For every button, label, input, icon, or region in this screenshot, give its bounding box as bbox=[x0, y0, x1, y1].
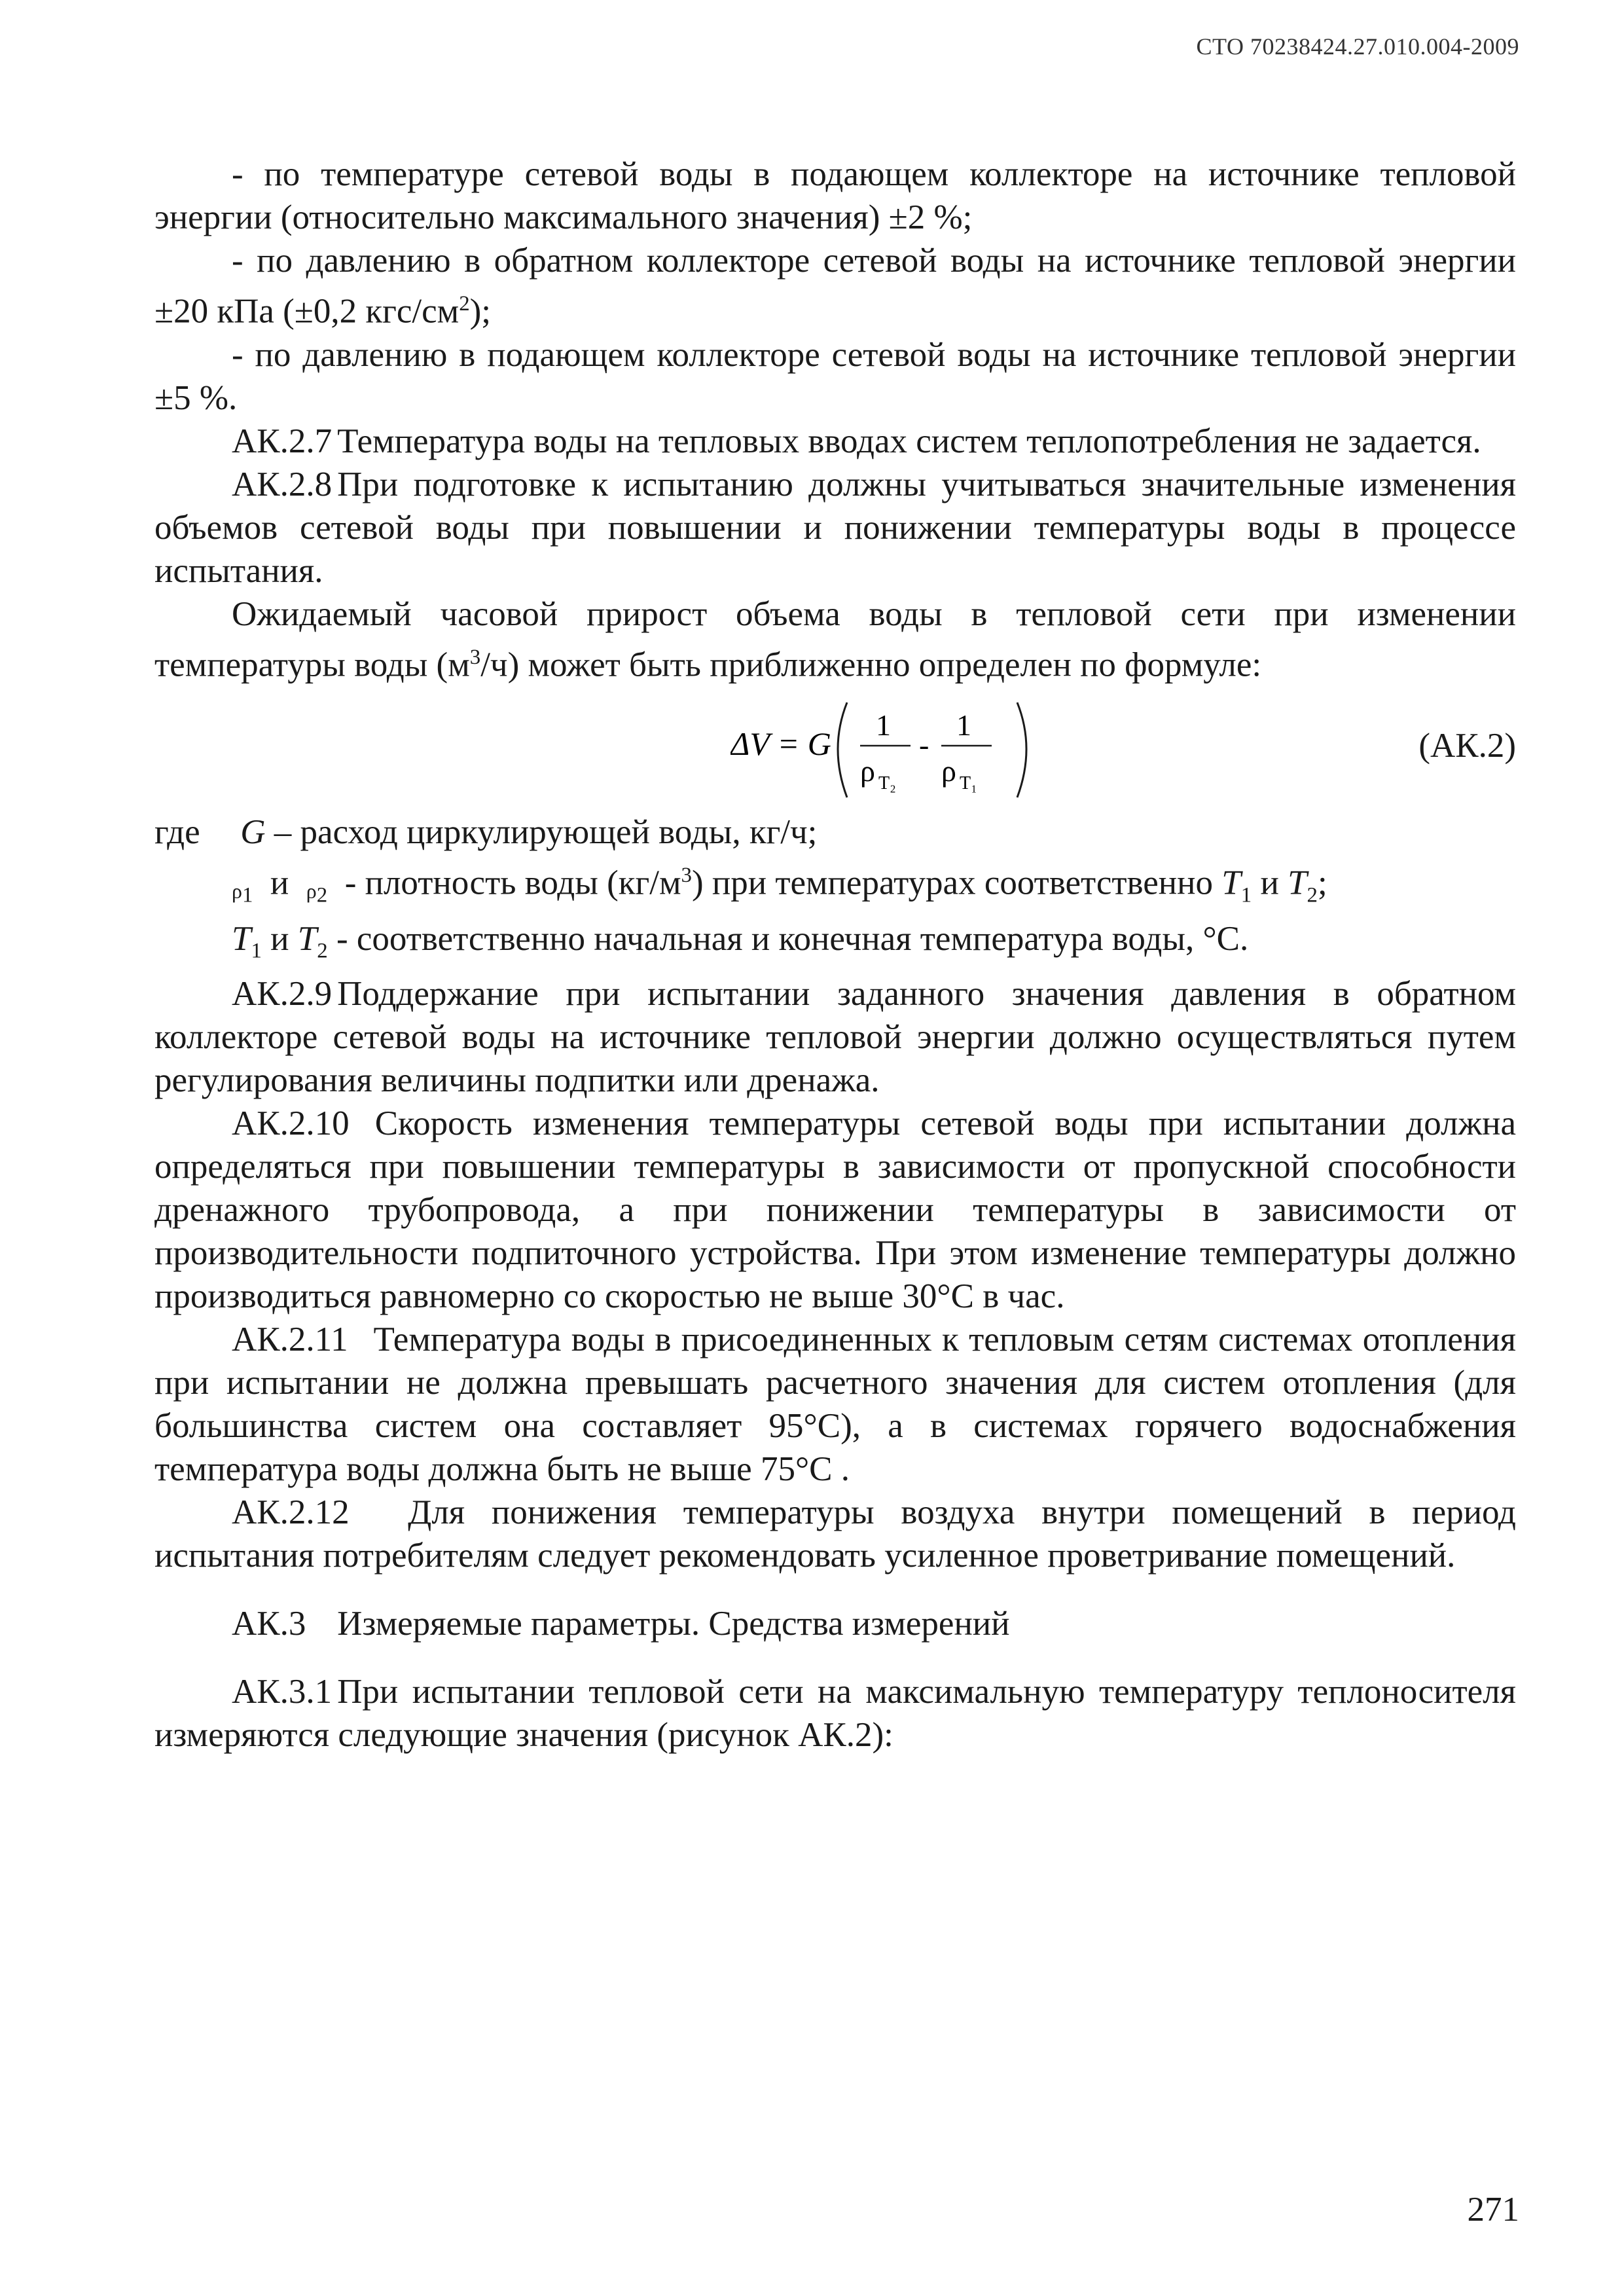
clause-number: АК.2.7 bbox=[232, 422, 333, 460]
clause-number: АК.2.12 bbox=[232, 1493, 350, 1532]
paragraph-ak-3-1: АК.3.1 При испытании тепловой сети на максимальную температуру теплоносителя измеряются следующие значения (рисунок АК.2): bbox=[154, 1673, 1516, 1755]
page-content bbox=[154, 153, 1516, 1757]
where-g: где G – расход циркулирующей воды, кг/ч; bbox=[154, 811, 1516, 854]
paragraph-ak-2-9: АК.2.9 Поддержание при испытании заданного значения давления в обратном коллекторе сетевой воды на источнике тепловой энергии должно осуществляться путем регулирования величины подпитки или дренажа. bbox=[154, 975, 1516, 1100]
paragraph-ak-2-10: АК.2.10 Скорость изменения температуры сетевой воды при испытании должна определяться при повышении температуры в зависимости от пропускной способности дренажного трубопровода, а при понижении температуры в зависимости от производительности подпиточного устройства. При этом изменение температуры должно производиться равномерно со скоростью не выше 30°С в час. bbox=[154, 1104, 1516, 1316]
denominator-sub-2: T₁ bbox=[960, 773, 977, 794]
paragraph-ak-2-8: АК.2.8 При подготовке к испытанию должны учитываться значительные изменения объемов сетевой воды при повышении и понижении температуры воды в процессе испытания. bbox=[154, 465, 1516, 590]
right-paren bbox=[1017, 702, 1026, 797]
left-paren bbox=[838, 702, 847, 797]
formula-number: (АК.2) bbox=[1418, 727, 1516, 765]
minus-sign: - bbox=[919, 728, 929, 762]
section-number: АК.3 bbox=[232, 1605, 306, 1643]
section-heading-ak-3 bbox=[154, 1602, 1516, 1645]
denominator-sub-1: T₂ bbox=[878, 773, 896, 794]
where-rho: $\rho_1$ и $\rho_2$ - плотность воды $(кг/м^3)$ при температурах соответственно $T_1$ и $T_2$; bbox=[232, 864, 1327, 907]
clause-number: АК.3.1 bbox=[232, 1673, 333, 1711]
where-t: $T_1$ и $T_2$ - соответственно начальная и конечная температура воды, °С. bbox=[232, 919, 1249, 963]
clause-number: АК.2.8 bbox=[232, 465, 333, 503]
denominator-rho-2: ρ bbox=[941, 754, 956, 788]
bullet-supply-temperature: - по температуре сетевой воды в подающем коллекторе на источнике тепловой энергии (относительно максимального значения) ±2 %; bbox=[154, 155, 1516, 236]
formula-ak-2 bbox=[154, 686, 1516, 811]
clause-number: АК.2.11 bbox=[232, 1321, 348, 1359]
paragraph-expected-volume: Ожидаемый часовой прирост объема воды в тепловой сети при изменении температуры воды $(м^3/ч)$ может быть приближенно определен по формуле: bbox=[154, 594, 1516, 684]
bullet-supply-pressure: - по давлению в подающем коллекторе сетевой воды на источнике тепловой энергии ±5 %. bbox=[154, 335, 1516, 417]
formula-lhs: ΔV = G bbox=[731, 725, 831, 763]
where-label: где bbox=[154, 813, 200, 852]
paragraph-ak-2-7: АК.2.7 Температура воды на тепловых вводах систем теплопотребления не задается. bbox=[232, 422, 1481, 460]
section-title: Измеряемые параметры. Средства измерений bbox=[337, 1605, 1010, 1643]
page-number: 271 bbox=[1467, 2191, 1519, 2229]
denominator-rho-1: ρ bbox=[860, 754, 875, 788]
numerator-1: 1 bbox=[876, 708, 891, 742]
numerator-2: 1 bbox=[956, 708, 971, 742]
formula-graphic bbox=[731, 689, 1071, 807]
paragraph-ak-2-11: АК.2.11 Температура воды в присоединенных к тепловым сетям системах отопления при испытании не должна превышать расчетного значения для систем отопления (для большинства систем она составляет 95°С), а в системах горячего водоснабжения температура воды должна быть не выше 75°С . bbox=[154, 1321, 1517, 1489]
bullet-return-pressure: - по давлению в обратном коллекторе сетевой воды на источнике тепловой энергии ±20 кПа (±0,2 кгс/$см^2$); bbox=[154, 242, 1516, 331]
clause-number: АК.2.9 bbox=[232, 975, 333, 1013]
paragraph-ak-2-12: АК.2.12 Для понижения температуры воздуха внутри помещений в период испытания потребителям следует рекомендовать усиленное проветривание помещений. bbox=[154, 1493, 1516, 1575]
document-code-header: СТО 70238424.27.010.004-2009 bbox=[1196, 33, 1519, 60]
clause-number: АК.2.10 bbox=[232, 1104, 350, 1143]
